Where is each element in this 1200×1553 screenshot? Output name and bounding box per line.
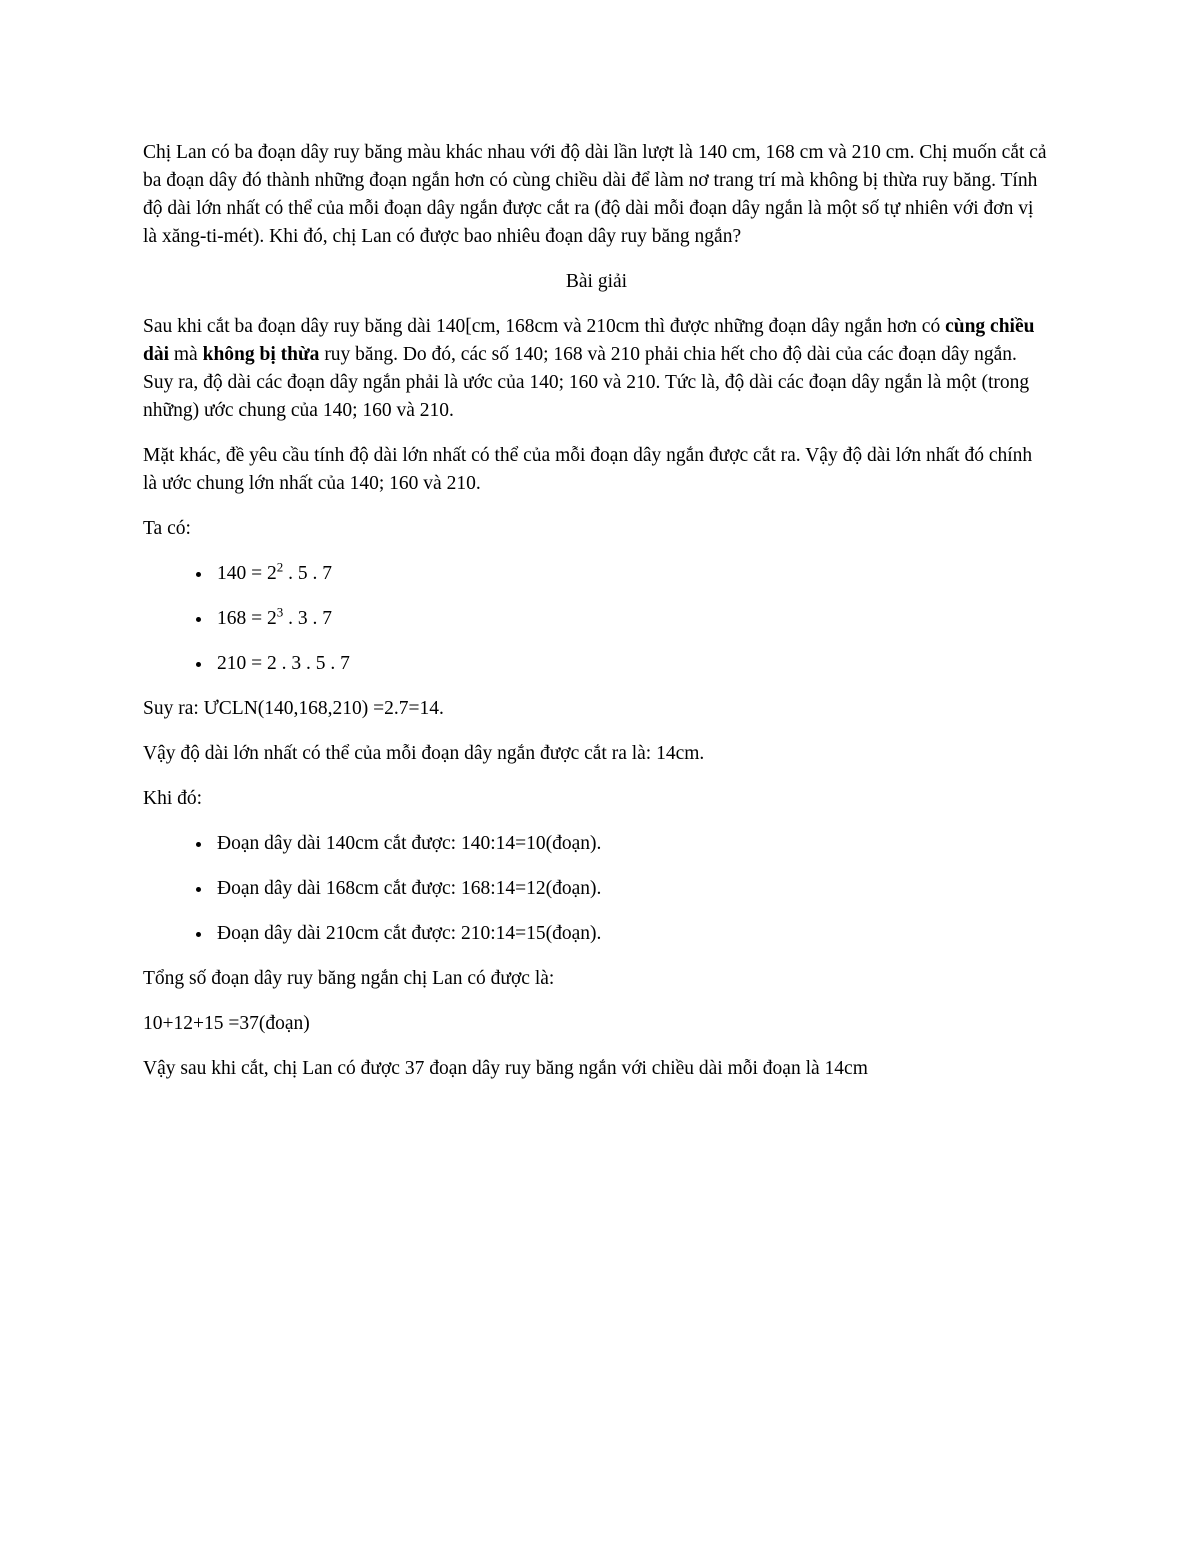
list-item — [213, 920, 1050, 948]
text-run: Vậy sau khi cắt, chị Lan có được 37 đoạn dây ruy băng ngắn với chiều dài mỗi đoạn là 14cm — [143, 1058, 868, 1079]
total-sum — [143, 1010, 1050, 1038]
text-run: Sau khi cắt ba đoạn dây ruy băng dài 140[cm, 168cm và 210cm thì được những đoạn dây ngắn hơn có — [143, 316, 946, 337]
superscript: 3 — [276, 604, 284, 620]
text-run: 10+12+15 =37(đoạn) — [143, 1013, 310, 1034]
text-run: Tổng số đoạn dây ruy băng ngắn chị Lan có được là: — [143, 968, 555, 989]
list-item — [213, 830, 1050, 858]
text-run: Khi đó: — [143, 788, 203, 809]
solution-paragraph-2 — [143, 442, 1050, 498]
solution-paragraph-1 — [143, 313, 1050, 425]
solution-heading — [143, 268, 1050, 296]
bold-text: không bị thừa — [202, 344, 320, 365]
text-run: Đoạn dây dài 168cm cắt được: 168:14=12(đoạn). — [217, 878, 602, 899]
text-run: Suy ra: ƯCLN(140,168,210) =2.7=14. — [143, 698, 444, 719]
text-run: Chị Lan có ba đoạn dây ruy băng màu khác nhau với độ dài lần lượt là 140 cm, 168 cm và 210 cm. Chị muốn cắt cả ba đoạn dây đó thành những đoạn ngắn hơn có cùng chiều dài để làm nơ trang trí mà không bị thừa ruy băng. Tính độ dài lớn nhất có thể của mỗi đoạn dây ngắn được cắt ra (độ dài mỗi đoạn dây ngắn là một số tự nhiên với đơn vị là xăng-ti-mét). Khi đó, chị Lan có được bao nhiêu đoạn dây ruy băng ngắn? — [143, 142, 1047, 247]
text-run: Đoạn dây dài 140cm cắt được: 140:14=10(đoạn). — [217, 833, 602, 854]
text-run: Bài giải — [565, 271, 628, 292]
gcd-result — [143, 695, 1050, 723]
problem-statement — [143, 139, 1050, 251]
list-item — [213, 650, 1050, 678]
bold-text: cùng chiều dài — [143, 316, 1035, 365]
text-run: Vậy độ dài lớn nhất có thể của mỗi đoạn dây ngắn được cắt ra là: 14cm. — [143, 743, 705, 764]
text-run: ruy băng. Do đó, các số 140; 168 và 210 phải chia hết cho độ dài của các đoạn dây ngắn. Suy ra, độ dài các đoạn dây ngắn phải là ước của 140; 160 và 210. Tức là, độ dài các đoạn dây ngắn là một (trong những) ước chung của 140; 160 và 210. — [143, 344, 1030, 421]
superscript: 2 — [276, 559, 284, 575]
list-item — [213, 560, 1050, 588]
pieces-list — [143, 830, 1050, 948]
text-run: mà — [169, 344, 203, 365]
text-run: 210 = 2 . 3 . 5 . 7 — [217, 653, 350, 674]
document-content — [143, 139, 1050, 1083]
text-run: 140 = 2 — [217, 563, 277, 584]
text-run: Đoạn dây dài 210cm cắt được: 210:14=15(đoạn). — [217, 923, 602, 944]
text-run: Ta có: — [143, 518, 191, 539]
total-label — [143, 965, 1050, 993]
text-run: . 3 . 7 — [283, 608, 332, 629]
list-item — [213, 875, 1050, 903]
text-run: . 5 . 7 — [283, 563, 332, 584]
list-item — [213, 605, 1050, 633]
ta-co-label — [143, 515, 1050, 543]
max-length-conclusion — [143, 740, 1050, 768]
text-run: 168 = 2 — [217, 608, 277, 629]
final-conclusion — [143, 1055, 1050, 1083]
text-run: Mặt khác, đề yêu cầu tính độ dài lớn nhất có thể của mỗi đoạn dây ngắn được cắt ra. Vậy độ dài lớn nhất đó chính là ước chung lớn nhất của 140; 160 và 210. — [143, 445, 1033, 494]
factorization-list — [143, 560, 1050, 678]
khi-do-label — [143, 785, 1050, 813]
